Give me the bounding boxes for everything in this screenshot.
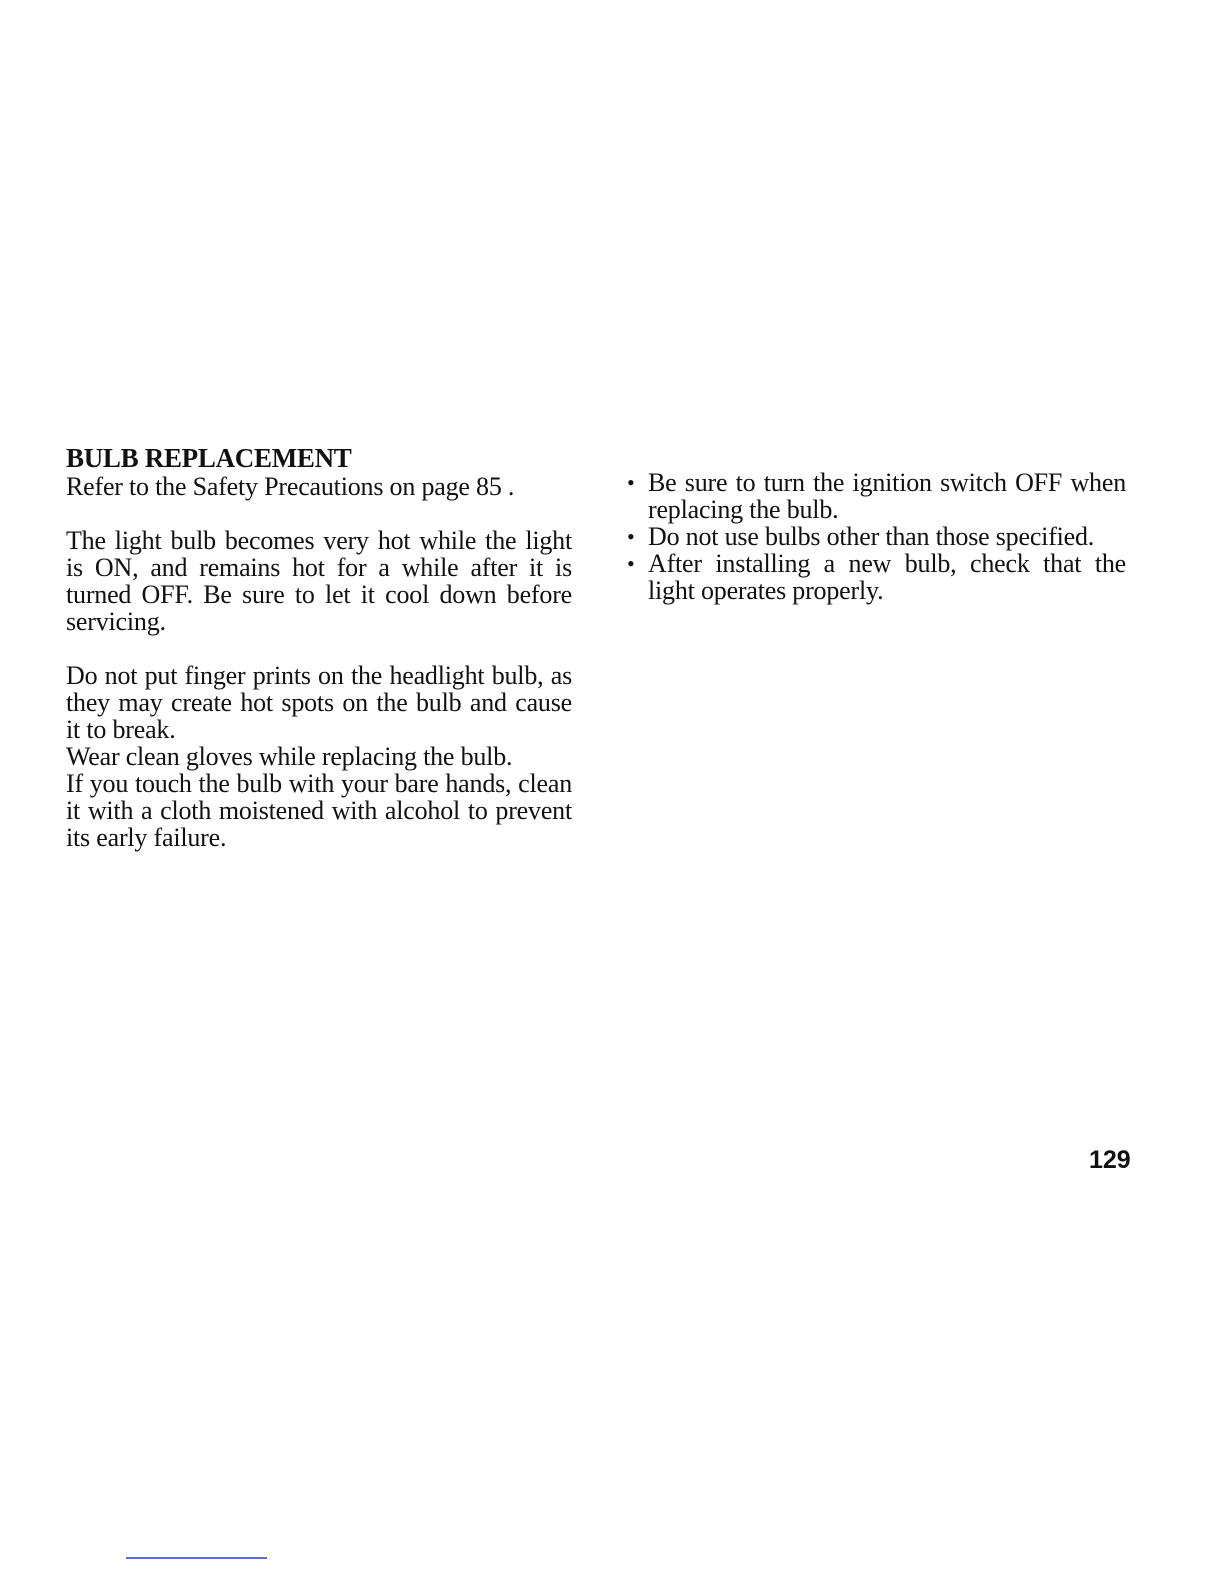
gloves-line: Wear clean gloves while replacing the bulb. xyxy=(66,742,513,771)
clean-bulb-line: If you touch the bulb with your bare hands, clean it with a cloth moistened with alcohol to prevent its early failure. xyxy=(66,769,572,852)
bullet-icon: • xyxy=(627,524,635,549)
fingerprint-line: Do not put finger prints on the headlight bulb, as they may create hot spots on the bulb and cause it to break. xyxy=(66,661,572,744)
hot-bulb-warning: The light bulb becomes very hot while the light is ON, and remains hot for a while after it is turned OFF. Be sure to let it cool down before servicing. xyxy=(66,526,572,636)
bullet-icon: • xyxy=(627,551,635,576)
bullet-text: After installing a new bulb, check that the light operates properly. xyxy=(648,549,1126,605)
left-column xyxy=(66,444,572,851)
page-number: 129 xyxy=(1089,1146,1131,1174)
bullet-icon: • xyxy=(627,470,635,495)
precaution-list xyxy=(626,469,1126,604)
bottom-rule xyxy=(126,1557,267,1559)
safety-reference: Refer to the Safety Precautions on page 85 . xyxy=(66,472,515,501)
bullet-text: Be sure to turn the ignition switch OFF when replacing the bulb. xyxy=(648,468,1126,524)
fingerprint-notice xyxy=(66,662,572,851)
list-item xyxy=(626,550,1126,604)
list-item xyxy=(626,523,1126,550)
bullet-text: Do not use bulbs other than those specified. xyxy=(648,522,1095,551)
section-heading: BULB REPLACEMENT xyxy=(66,443,352,473)
right-column xyxy=(626,469,1126,604)
list-item xyxy=(626,469,1126,523)
